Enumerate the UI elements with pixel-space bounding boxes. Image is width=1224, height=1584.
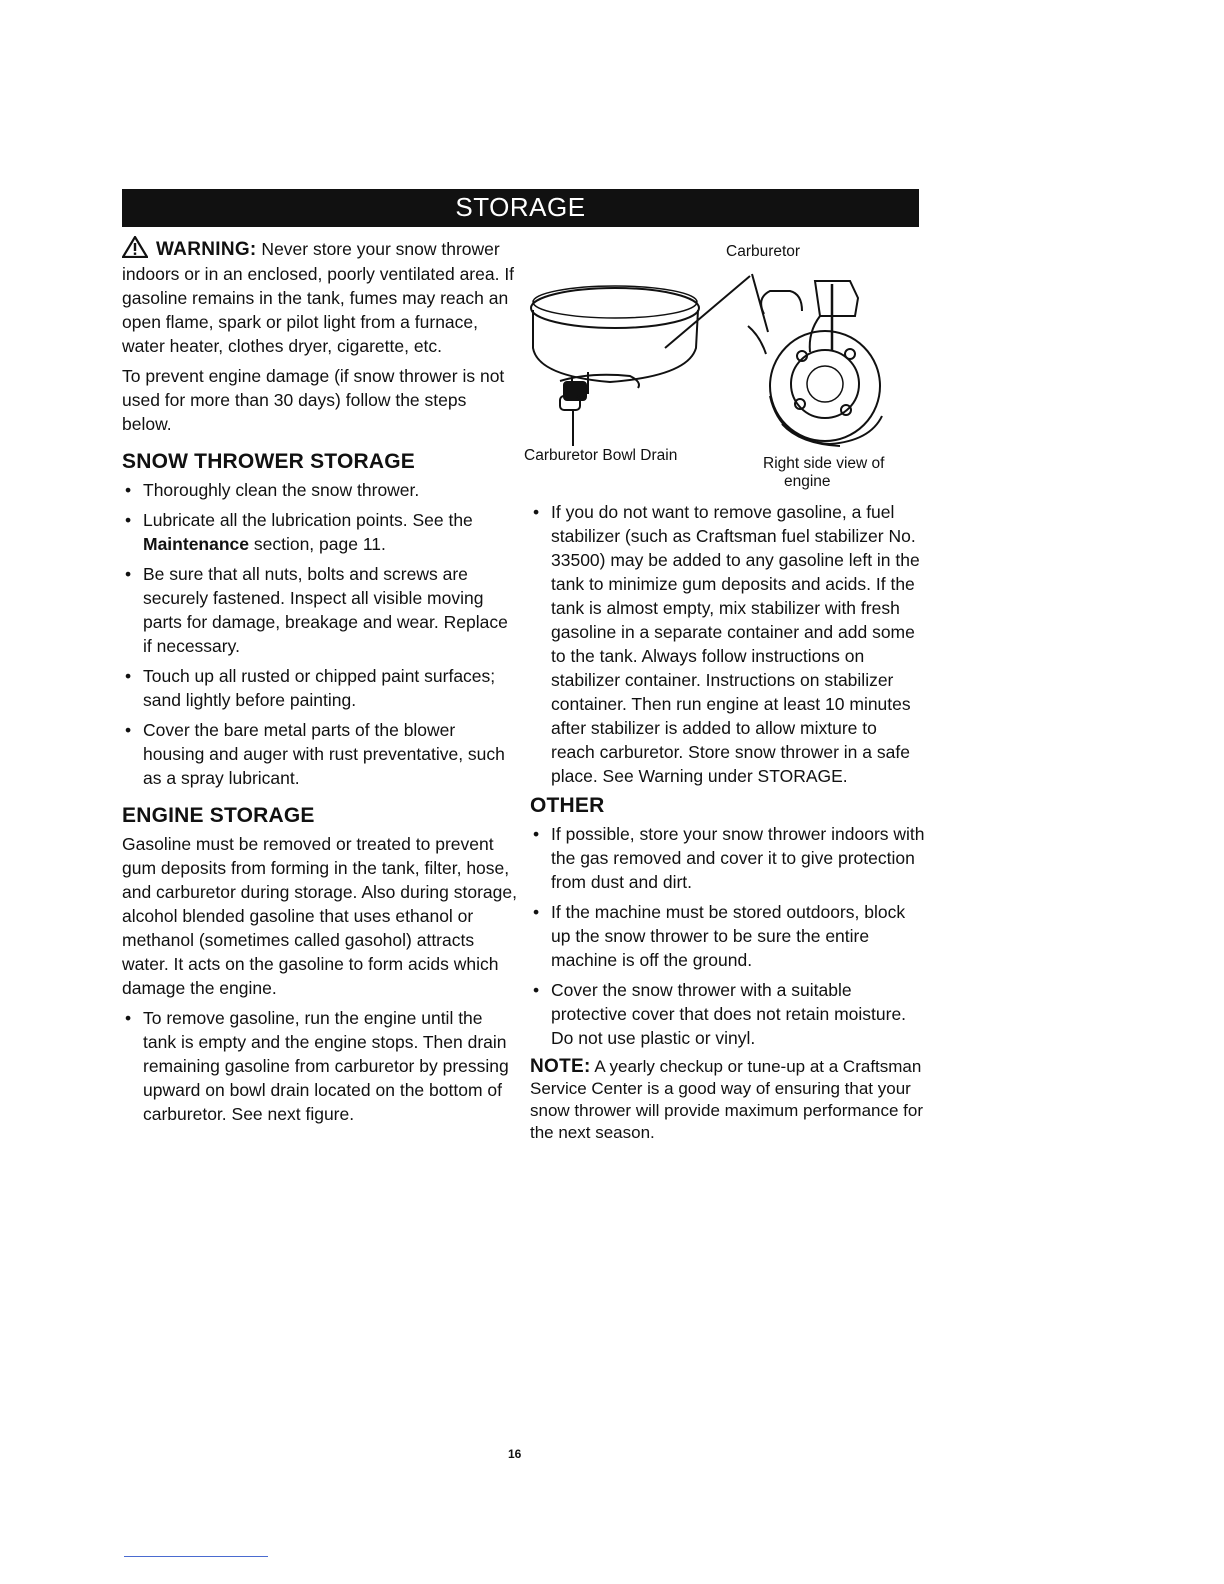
intro-text: To prevent engine damage (if snow thrower is not used for more than 30 days) follow the steps below. bbox=[122, 366, 505, 434]
engine-storage-heading: ENGINE STORAGE bbox=[122, 804, 315, 827]
engine-storage-list bbox=[122, 1006, 517, 1126]
list-item: • Cover the snow thrower with a suitable protective cover that does not retain moisture. Do not use plastic or vinyl. bbox=[530, 978, 925, 1050]
warning-triangle-icon bbox=[122, 236, 148, 258]
maintenance-reference: Maintenance bbox=[143, 534, 249, 554]
carburetor-figure bbox=[520, 236, 920, 496]
list-item: • Touch up all rusted or chipped paint surfaces; sand lightly before painting. bbox=[122, 664, 517, 712]
list-item: • Be sure that all nuts, bolts and screws are securely fastened. Inspect all visible moving parts for damage, breakage and wear. Replace if necessary. bbox=[122, 562, 517, 658]
list-item: • If you do not want to remove gasoline, a fuel stabilizer (such as Craftsman fuel stabilizer No. 33500) may be added to any gasoline left in the tank to minimize gum deposits and acids. If the tank is almost empty, mix stabilizer with fresh gasoline in a separate container and add some to the tank. Always follow instructions on stabilizer container. Instructions on stabilizer container. Then run engine at least 10 minutes after stabilizer is added to allow mixture to reach carburetor. Store snow thrower in a safe place. See Warning under STORAGE. bbox=[530, 500, 925, 788]
snow-thrower-storage-heading: SNOW THROWER STORAGE bbox=[122, 450, 415, 473]
label-carburetor: Carburetor bbox=[726, 243, 801, 260]
note-block bbox=[530, 1056, 925, 1144]
other-list bbox=[530, 822, 925, 1050]
page-number: 16 bbox=[508, 1447, 522, 1461]
warning-block bbox=[122, 236, 517, 358]
label-carburetor-bowl-drain: Carburetor Bowl Drain bbox=[524, 447, 678, 464]
list-item: • If possible, store your snow thrower indoors with the gas removed and cover it to give protection from dust and dirt. bbox=[530, 822, 925, 894]
section-banner: STORAGE bbox=[122, 189, 919, 227]
engine-storage-text: Gasoline must be removed or treated to prevent gum deposits from forming in the tank, filter, hose, and carburetor during storage. Also during storage, alcohol blended gasoline that uses ethanol or methanol (sometimes called gasohol) attracts water. It acts on the gasoline to form acids which damage the engine. bbox=[122, 834, 517, 998]
left-column bbox=[122, 236, 517, 1132]
other-heading: OTHER bbox=[530, 794, 605, 817]
label-engine: engine bbox=[784, 473, 831, 490]
list-item: • If the machine must be stored outdoors, block up the snow thrower to be sure the entire machine is off the ground. bbox=[530, 900, 925, 972]
note-label: NOTE: bbox=[530, 1056, 591, 1077]
list-item: • To remove gasoline, run the engine until the tank is empty and the engine stops. Then drain remaining gasoline from carburetor by pressing upward on bowl drain located on the bottom of carburetor. See next figure. bbox=[122, 1006, 517, 1126]
list-item: • Lubricate all the lubrication points. See the Maintenance section, page 11. bbox=[122, 508, 517, 556]
stabilizer-list bbox=[530, 500, 925, 788]
right-column bbox=[530, 500, 925, 1150]
snow-thrower-storage-list bbox=[122, 478, 517, 790]
list-item: • Cover the bare metal parts of the blower housing and auger with rust preventative, such as a spray lubricant. bbox=[122, 718, 517, 790]
footer-rule bbox=[124, 1556, 268, 1557]
list-item: • Thoroughly clean the snow thrower. bbox=[122, 478, 517, 502]
label-right-side-view: Right side view of bbox=[763, 455, 885, 472]
warning-text: Never store your snow thrower indoors or in an enclosed, poorly ventilated area. If gasoline remains in the tank, fumes may reach an open flame, spark or pilot light from a furnace, water heater, clothes dryer, cigarette, etc. bbox=[122, 239, 515, 356]
warning-label: WARNING: bbox=[156, 239, 257, 260]
note-text: A yearly checkup or tune-up at a Craftsman Service Center is a good way of ensuring that your snow thrower will provide maximum performance for the next season. bbox=[530, 1057, 924, 1142]
